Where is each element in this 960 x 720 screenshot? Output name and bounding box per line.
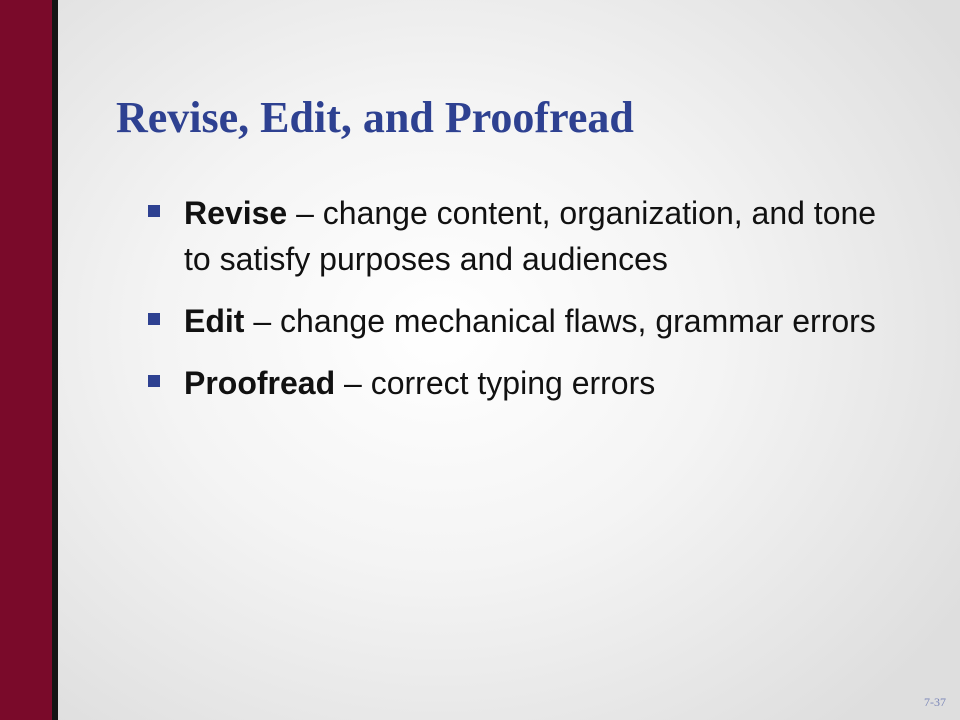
bullet-definition: – change mechanical flaws, grammar errors [244, 303, 876, 339]
bullet-definition: – change content, organization, and tone to satisfy purposes and audiences [184, 195, 877, 277]
slide-number: 7-37 [924, 695, 946, 709]
side-bar-edge [52, 0, 58, 720]
bullet-item-revise [148, 190, 908, 282]
bullet-item-edit [148, 298, 908, 344]
bullet-term: Revise [184, 195, 288, 231]
bullet-term: Edit [184, 303, 245, 339]
bullet-definition: – correct typing errors [335, 365, 656, 401]
bullet-term: Proofread [184, 365, 336, 401]
bullet-text [184, 360, 908, 406]
bullet-text [184, 190, 908, 282]
square-bullet-icon [148, 375, 160, 387]
bullet-item-proofread [148, 360, 908, 406]
bullet-list [148, 190, 908, 422]
square-bullet-icon [148, 205, 160, 217]
square-bullet-icon [148, 313, 160, 325]
side-bar [0, 0, 52, 720]
bullet-text [184, 298, 908, 344]
slide-title: Revise, Edit, and Proofread [116, 93, 634, 142]
